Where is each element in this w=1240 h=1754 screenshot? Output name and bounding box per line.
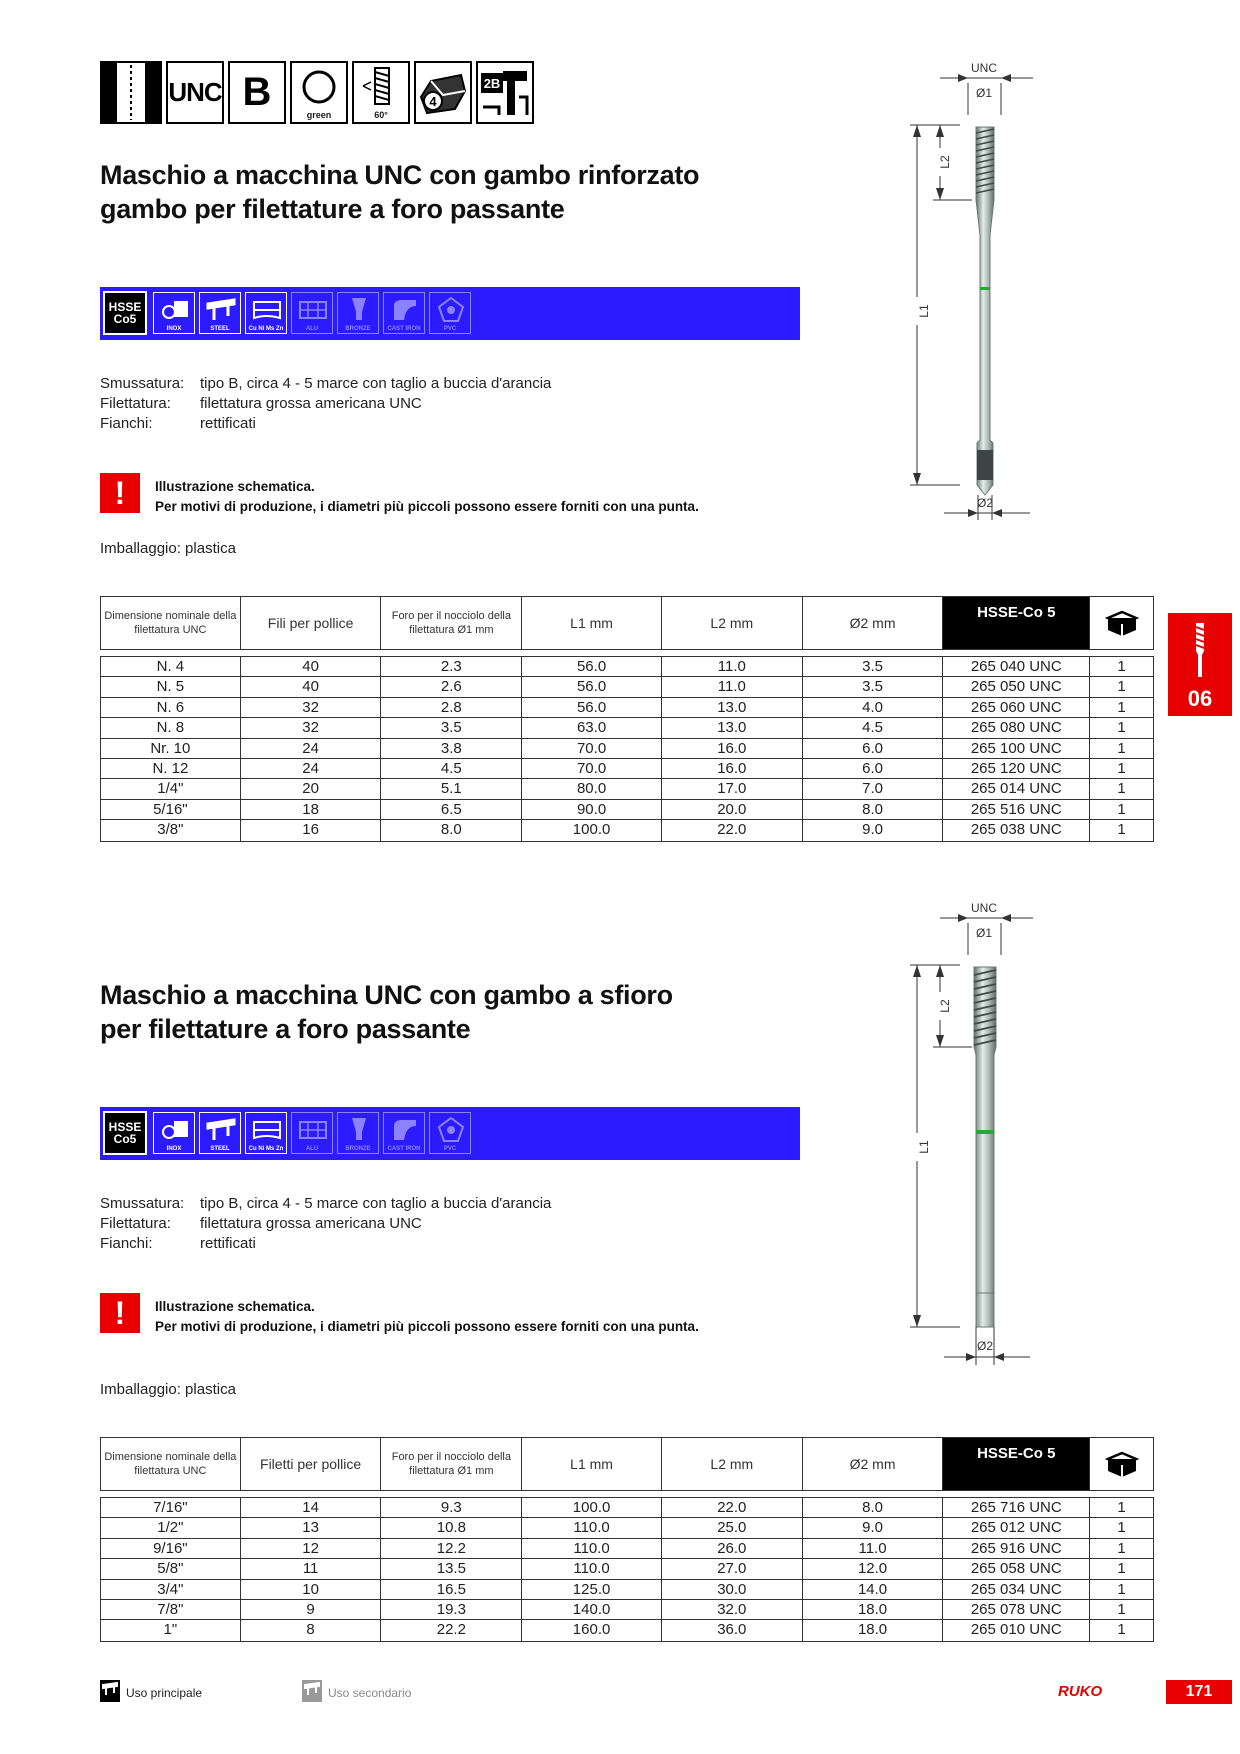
table-cell: 13.0	[662, 718, 803, 737]
table-cell: 110.0	[522, 1559, 662, 1578]
warning-icon: !	[100, 1293, 140, 1333]
table-cell: 20.0	[662, 800, 803, 819]
table-cell: N. 8	[101, 718, 241, 737]
header-core-hole: Foro per il nocciolo della filettatura Ø1 mm	[381, 1438, 522, 1490]
svg-text:L2: L2	[938, 155, 952, 169]
section1-table-header	[100, 596, 1154, 650]
table-cell: 90.0	[522, 800, 662, 819]
table-cell: 10.8	[381, 1518, 522, 1537]
table-cell: 265 078 UNC	[943, 1600, 1090, 1619]
table-cell: 12.2	[381, 1539, 522, 1558]
table-cell: 1"	[101, 1620, 241, 1640]
table-cell: 70.0	[522, 759, 662, 778]
table-cell: 3/8"	[101, 820, 241, 840]
section2-packaging: Imballaggio: plastica	[100, 1381, 236, 1398]
table-row	[101, 1580, 1153, 1600]
table-cell: 5/8"	[101, 1559, 241, 1578]
table-cell: 265 010 UNC	[943, 1620, 1090, 1640]
table-row	[101, 677, 1153, 697]
section2-material-bar	[100, 1107, 800, 1160]
table-cell: N. 6	[101, 698, 241, 717]
svg-text:L1: L1	[917, 304, 931, 318]
table-row	[101, 1498, 1153, 1518]
table-cell: 1/4"	[101, 779, 241, 798]
svg-text:UNC: UNC	[971, 61, 997, 75]
section2-warning: Illustrazione schematica. Per motivi di produzione, i diametri più piccoli possono essere forniti con una punta.	[155, 1299, 699, 1334]
table-cell: 36.0	[662, 1620, 803, 1640]
material-bronze-icon: BRONZE	[337, 292, 379, 334]
thread-angle-icon: 60°	[352, 61, 410, 124]
table-cell: 1	[1117, 1580, 1126, 1598]
feature-icon-strip	[100, 61, 534, 124]
table-cell: 9.0	[803, 820, 944, 840]
table-cell: 13	[241, 1518, 382, 1537]
table-cell: 2.8	[381, 698, 522, 717]
table-cell: 26.0	[662, 1539, 803, 1558]
svg-text:L1: L1	[917, 1140, 931, 1154]
table-row	[101, 800, 1153, 820]
table-cell: 25.0	[662, 1518, 803, 1537]
table-row	[101, 1600, 1153, 1620]
table-cell: 4.0	[803, 698, 944, 717]
table-cell: 16.0	[662, 759, 803, 778]
table-cell: 12	[241, 1539, 382, 1558]
table-cell: 265 040 UNC	[943, 657, 1090, 676]
table-cell: 1/2"	[101, 1518, 241, 1537]
table-cell: 265 014 UNC	[943, 779, 1090, 798]
table-cell: 265 050 UNC	[943, 677, 1090, 696]
section1-table-body	[100, 656, 1154, 842]
table-cell: N. 5	[101, 677, 241, 696]
table-cell: 11.0	[803, 1539, 944, 1558]
table-row	[101, 759, 1153, 779]
table-cell: 9.0	[803, 1518, 944, 1537]
table-cell: 10	[241, 1580, 382, 1599]
table-cell: 32.0	[662, 1600, 803, 1619]
table-cell: 265 100 UNC	[943, 739, 1090, 758]
header-core-hole: Foro per il nocciolo della filettatura Ø1 mm	[381, 597, 522, 649]
svg-text:Ø2: Ø2	[976, 1339, 994, 1353]
section2-table-header	[100, 1437, 1154, 1491]
header-d2: Ø2 mm	[803, 597, 944, 649]
table-cell: 1	[1117, 1519, 1126, 1537]
hsse-co5-badge: HSSE Co5	[103, 291, 147, 335]
table-cell: 265 080 UNC	[943, 718, 1090, 737]
table-row	[101, 657, 1153, 677]
table-cell: 19.3	[381, 1600, 522, 1619]
table-cell: 140.0	[522, 1600, 662, 1619]
section2-tap-drawing	[900, 895, 1050, 1370]
table-cell: 22.0	[662, 820, 803, 840]
svg-text:4: 4	[429, 93, 437, 109]
svg-text:Ø2: Ø2	[976, 496, 994, 510]
header-threads-per-inch: Fili per pollice	[241, 597, 382, 649]
table-cell: 265 012 UNC	[943, 1518, 1090, 1537]
material-inox-icon: INOX	[153, 292, 195, 334]
table-cell: 6.0	[803, 739, 944, 758]
table-cell: 1	[1117, 759, 1126, 777]
table-row	[101, 739, 1153, 759]
header-nominal-size: Dimensione nominale della filettatura UNC	[101, 1438, 241, 1490]
table-cell: 1	[1117, 1600, 1126, 1618]
brand-logo: RUKO	[1058, 1683, 1103, 1700]
section2-table-body	[100, 1497, 1154, 1642]
material-inox-icon: INOX	[153, 1112, 195, 1154]
table-cell: 9/16"	[101, 1539, 241, 1558]
table-cell: 13.5	[381, 1559, 522, 1578]
table-cell: 3.8	[381, 739, 522, 758]
table-cell: 265 716 UNC	[943, 1498, 1090, 1517]
header-l2: L2 mm	[662, 597, 803, 649]
page-number: 171	[1166, 1680, 1232, 1704]
header-l2: L2 mm	[662, 1438, 803, 1490]
material-alu-icon: ALU	[291, 292, 333, 334]
header-hsse-co5: HSSE-Co 5	[943, 597, 1090, 649]
section1-material-bar	[100, 287, 800, 340]
table-cell: 9	[241, 1600, 382, 1619]
table-cell: 1	[1117, 658, 1126, 675]
table-cell: 265 516 UNC	[943, 800, 1090, 819]
table-cell: 265 058 UNC	[943, 1559, 1090, 1578]
table-cell: 18	[241, 800, 382, 819]
table-cell: 6.0	[803, 759, 944, 778]
table-cell: 18.0	[803, 1600, 944, 1619]
section1-specs: Smussatura: tipo B, circa 4 - 5 marce con taglio a buccia d'arancia Filettatura: filettatura grossa americana UNC Fianchi: rettificati	[100, 375, 552, 432]
table-cell: 100.0	[522, 1498, 662, 1517]
table-cell: 11.0	[662, 657, 803, 676]
table-cell: 16.5	[381, 1580, 522, 1599]
table-row	[101, 1620, 1153, 1640]
table-cell: 24	[241, 739, 382, 758]
header-threads-per-inch: Filetti per pollice	[241, 1438, 382, 1490]
table-row	[101, 718, 1153, 738]
table-cell: 20	[241, 779, 382, 798]
table-cell: 27.0	[662, 1559, 803, 1578]
header-nominal-size: Dimensione nominale della filettatura UNC	[101, 597, 241, 649]
material-pvc-icon: PVC	[429, 292, 471, 334]
primary-use-label: Uso principale	[126, 1686, 203, 1700]
table-cell: 1	[1117, 678, 1126, 696]
table-cell: 7/8"	[101, 1600, 241, 1619]
svg-text:UNC: UNC	[971, 901, 997, 915]
material-nonferrous-icon: Cu Ni Ms Zn	[245, 1112, 287, 1154]
table-cell: Nr. 10	[101, 739, 241, 758]
table-cell: 32	[241, 698, 382, 717]
table-row	[101, 779, 1153, 799]
table-cell: 16.0	[662, 739, 803, 758]
tolerance-2b-icon	[476, 61, 534, 124]
material-cast-iron-icon: CAST IRON	[383, 1112, 425, 1154]
material-steel-icon: STEEL	[199, 1112, 241, 1154]
table-cell: 22.2	[381, 1620, 522, 1640]
package-box-icon	[1090, 597, 1153, 649]
table-cell: 4.5	[803, 718, 944, 737]
table-cell: 265 916 UNC	[943, 1539, 1090, 1558]
table-cell: 4.5	[381, 759, 522, 778]
table-cell: 1	[1117, 698, 1126, 716]
table-cell: 160.0	[522, 1620, 662, 1640]
table-cell: 3/4"	[101, 1580, 241, 1599]
table-cell: 110.0	[522, 1518, 662, 1537]
table-cell: 40	[241, 677, 382, 696]
table-cell: 8.0	[803, 800, 944, 819]
table-cell: 1	[1117, 1539, 1126, 1557]
secondary-use-label: Uso secondario	[328, 1686, 412, 1700]
header-d2: Ø2 mm	[803, 1438, 944, 1490]
svg-text:2B: 2B	[483, 75, 501, 91]
table-cell: 1	[1117, 780, 1126, 798]
table-cell: 265 120 UNC	[943, 759, 1090, 778]
svg-text:L2: L2	[938, 999, 952, 1013]
table-cell: 14.0	[803, 1580, 944, 1599]
table-row	[101, 698, 1153, 718]
table-cell: 30.0	[662, 1580, 803, 1599]
table-cell: 56.0	[522, 698, 662, 717]
table-cell: 1	[1117, 821, 1126, 839]
table-cell: 8.0	[803, 1498, 944, 1517]
table-cell: 1	[1117, 1499, 1126, 1516]
table-cell: 8.0	[381, 820, 522, 840]
table-cell: 265 034 UNC	[943, 1580, 1090, 1599]
table-cell: 7.0	[803, 779, 944, 798]
section1-warning: Illustrazione schematica. Per motivi di produzione, i diametri più piccoli possono essere forniti con una punta.	[155, 479, 699, 514]
table-cell: N. 12	[101, 759, 241, 778]
warning-icon: !	[100, 473, 140, 513]
material-cast-iron-icon: CAST IRON	[383, 292, 425, 334]
table-cell: 3.5	[803, 657, 944, 676]
hsse-co5-badge: HSSE Co5	[103, 1111, 147, 1155]
table-cell: 32	[241, 718, 382, 737]
section2-specs: Smussatura: tipo B, circa 4 - 5 marce con taglio a buccia d'arancia Filettatura: filettatura grossa americana UNC Fianchi: rettificati	[100, 1195, 552, 1252]
table-cell: 56.0	[522, 657, 662, 676]
table-cell: 1	[1117, 800, 1126, 818]
material-steel-icon: STEEL	[199, 292, 241, 334]
table-cell: 11	[241, 1559, 382, 1578]
package-box-icon	[1090, 1438, 1153, 1490]
table-cell: 70.0	[522, 739, 662, 758]
material-nonferrous-icon: Cu Ni Ms Zn	[245, 292, 287, 334]
header-l1: L1 mm	[522, 597, 662, 649]
primary-use-icon	[100, 1680, 120, 1702]
table-cell: 56.0	[522, 677, 662, 696]
table-cell: 1	[1117, 739, 1126, 757]
table-row	[101, 1559, 1153, 1579]
table-row	[101, 820, 1153, 840]
table-cell: 16	[241, 820, 382, 840]
unc-thread-icon: UNC	[166, 61, 224, 124]
table-cell: 22.0	[662, 1498, 803, 1517]
table-cell: 265 060 UNC	[943, 698, 1090, 717]
table-cell: 7/16"	[101, 1498, 241, 1517]
table-cell: 2.3	[381, 657, 522, 676]
tap-chapter-icon	[1188, 621, 1212, 679]
material-bronze-icon: BRONZE	[337, 1112, 379, 1154]
chamfer-b-icon: B	[228, 61, 286, 124]
section1-packaging: Imballaggio: plastica	[100, 540, 236, 557]
table-cell: 1	[1117, 1621, 1126, 1639]
table-cell: 100.0	[522, 820, 662, 840]
table-cell: 3.5	[803, 677, 944, 696]
green-ring-icon: green	[290, 61, 348, 124]
table-cell: 18.0	[803, 1620, 944, 1640]
table-cell: 6.5	[381, 800, 522, 819]
header-l1: L1 mm	[522, 1438, 662, 1490]
table-cell: 80.0	[522, 779, 662, 798]
table-cell: 5/16"	[101, 800, 241, 819]
table-cell: 2.6	[381, 677, 522, 696]
table-cell: 110.0	[522, 1539, 662, 1558]
table-cell: 17.0	[662, 779, 803, 798]
table-cell: 40	[241, 657, 382, 676]
header-hsse-co5: HSSE-Co 5	[943, 1438, 1090, 1490]
svg-text:Ø1: Ø1	[975, 86, 993, 100]
section2-title: Maschio a macchina UNC con gambo a sfioro per filettature a foro passante	[100, 980, 673, 1044]
section1-title: Maschio a macchina UNC con gambo rinforzato gambo per filettature a foro passante	[100, 160, 700, 224]
table-row	[101, 1539, 1153, 1559]
table-row	[101, 1518, 1153, 1538]
through-hole-icon	[100, 61, 162, 124]
table-cell: N. 4	[101, 657, 241, 676]
four-flutes-icon	[414, 61, 472, 124]
table-cell: 9.3	[381, 1498, 522, 1517]
svg-text:Ø1: Ø1	[975, 926, 993, 940]
table-cell: 63.0	[522, 718, 662, 737]
table-cell: 11.0	[662, 677, 803, 696]
table-cell: 24	[241, 759, 382, 778]
table-cell: 13.0	[662, 698, 803, 717]
table-cell: 265 038 UNC	[943, 820, 1090, 840]
section1-tap-drawing	[900, 55, 1050, 525]
table-cell: 1	[1117, 1560, 1126, 1578]
material-alu-icon: ALU	[291, 1112, 333, 1154]
table-cell: 14	[241, 1498, 382, 1517]
table-cell: 12.0	[803, 1559, 944, 1578]
table-cell: 1	[1117, 719, 1126, 737]
table-cell: 3.5	[381, 718, 522, 737]
table-cell: 8	[241, 1620, 382, 1640]
chapter-tab: 06	[1168, 613, 1232, 716]
material-pvc-icon: PVC	[429, 1112, 471, 1154]
table-cell: 125.0	[522, 1580, 662, 1599]
secondary-use-icon	[302, 1680, 322, 1702]
table-cell: 5.1	[381, 779, 522, 798]
